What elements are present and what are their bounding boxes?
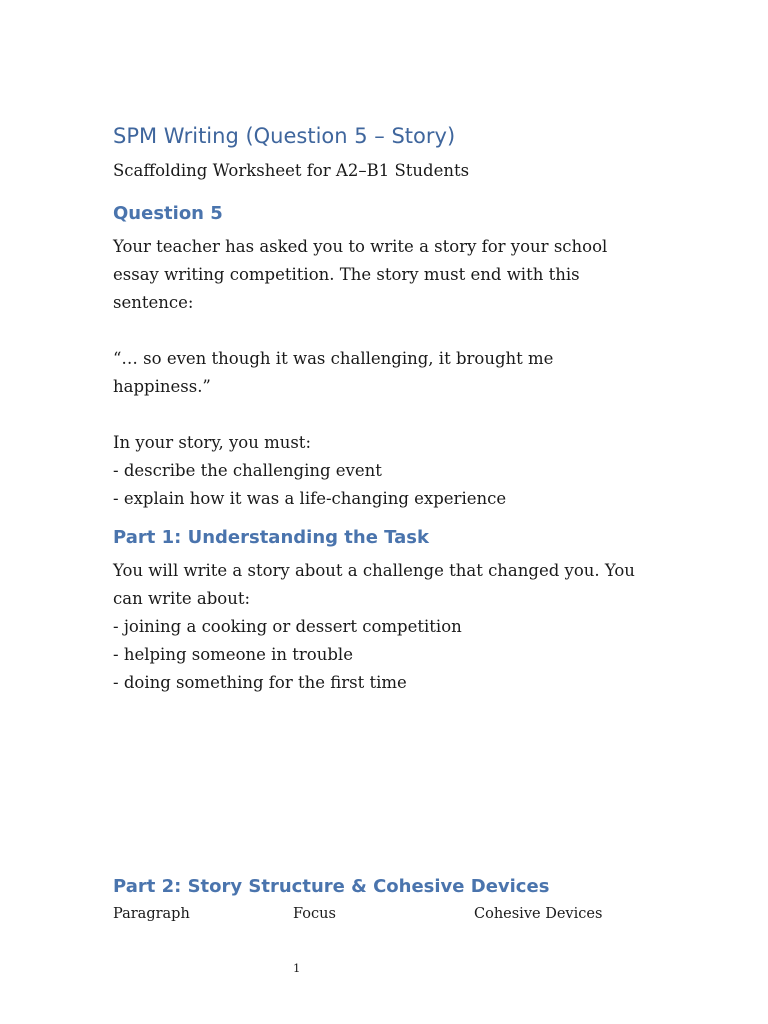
column-header-paragraph: Paragraph bbox=[113, 906, 190, 922]
question-prompt bbox=[113, 233, 673, 317]
paragraph-gap bbox=[113, 401, 673, 429]
question-5-body bbox=[113, 233, 673, 513]
part-1-heading: Part 1: Understanding the Task bbox=[113, 527, 429, 548]
document-subtitle: Scaffolding Worksheet for A2–B1 Students bbox=[113, 161, 470, 180]
requirements-intro: In your story, you must: bbox=[113, 433, 311, 452]
ending-line: happiness.” bbox=[113, 377, 211, 396]
option-item: - joining a cooking or dessert competition bbox=[113, 617, 462, 636]
column-header-cohesive-devices: Cohesive Devices bbox=[474, 906, 603, 922]
option-item: - helping someone in trouble bbox=[113, 645, 353, 664]
part-2-heading: Part 2: Story Structure & Cohesive Devices bbox=[113, 876, 550, 897]
option-item: - doing something for the first time bbox=[113, 673, 407, 692]
requirements bbox=[113, 429, 673, 513]
column-header-focus: Focus bbox=[293, 906, 336, 922]
intro-line: can write about: bbox=[113, 589, 251, 608]
part-1-intro bbox=[113, 557, 673, 697]
prompt-line: sentence: bbox=[113, 293, 194, 312]
part-1-body bbox=[113, 557, 673, 697]
page-number: 1 bbox=[293, 961, 301, 975]
requirement-item: - explain how it was a life-changing experience bbox=[113, 489, 507, 508]
paragraph-gap bbox=[113, 317, 673, 345]
requirement-item: - describe the challenging event bbox=[113, 461, 382, 480]
document-title: SPM Writing (Question 5 – Story) bbox=[113, 124, 456, 148]
intro-line: You will write a story about a challenge that changed you. You bbox=[113, 561, 635, 580]
question-5-heading: Question 5 bbox=[113, 203, 223, 224]
prompt-line: essay writing competition. The story must end with this bbox=[113, 265, 580, 284]
structure-table-header bbox=[0, 906, 768, 928]
prompt-line: Your teacher has asked you to write a story for your school bbox=[113, 237, 608, 256]
ending-line: “… so even though it was challenging, it brought me bbox=[113, 349, 554, 368]
ending-sentence bbox=[113, 345, 673, 401]
